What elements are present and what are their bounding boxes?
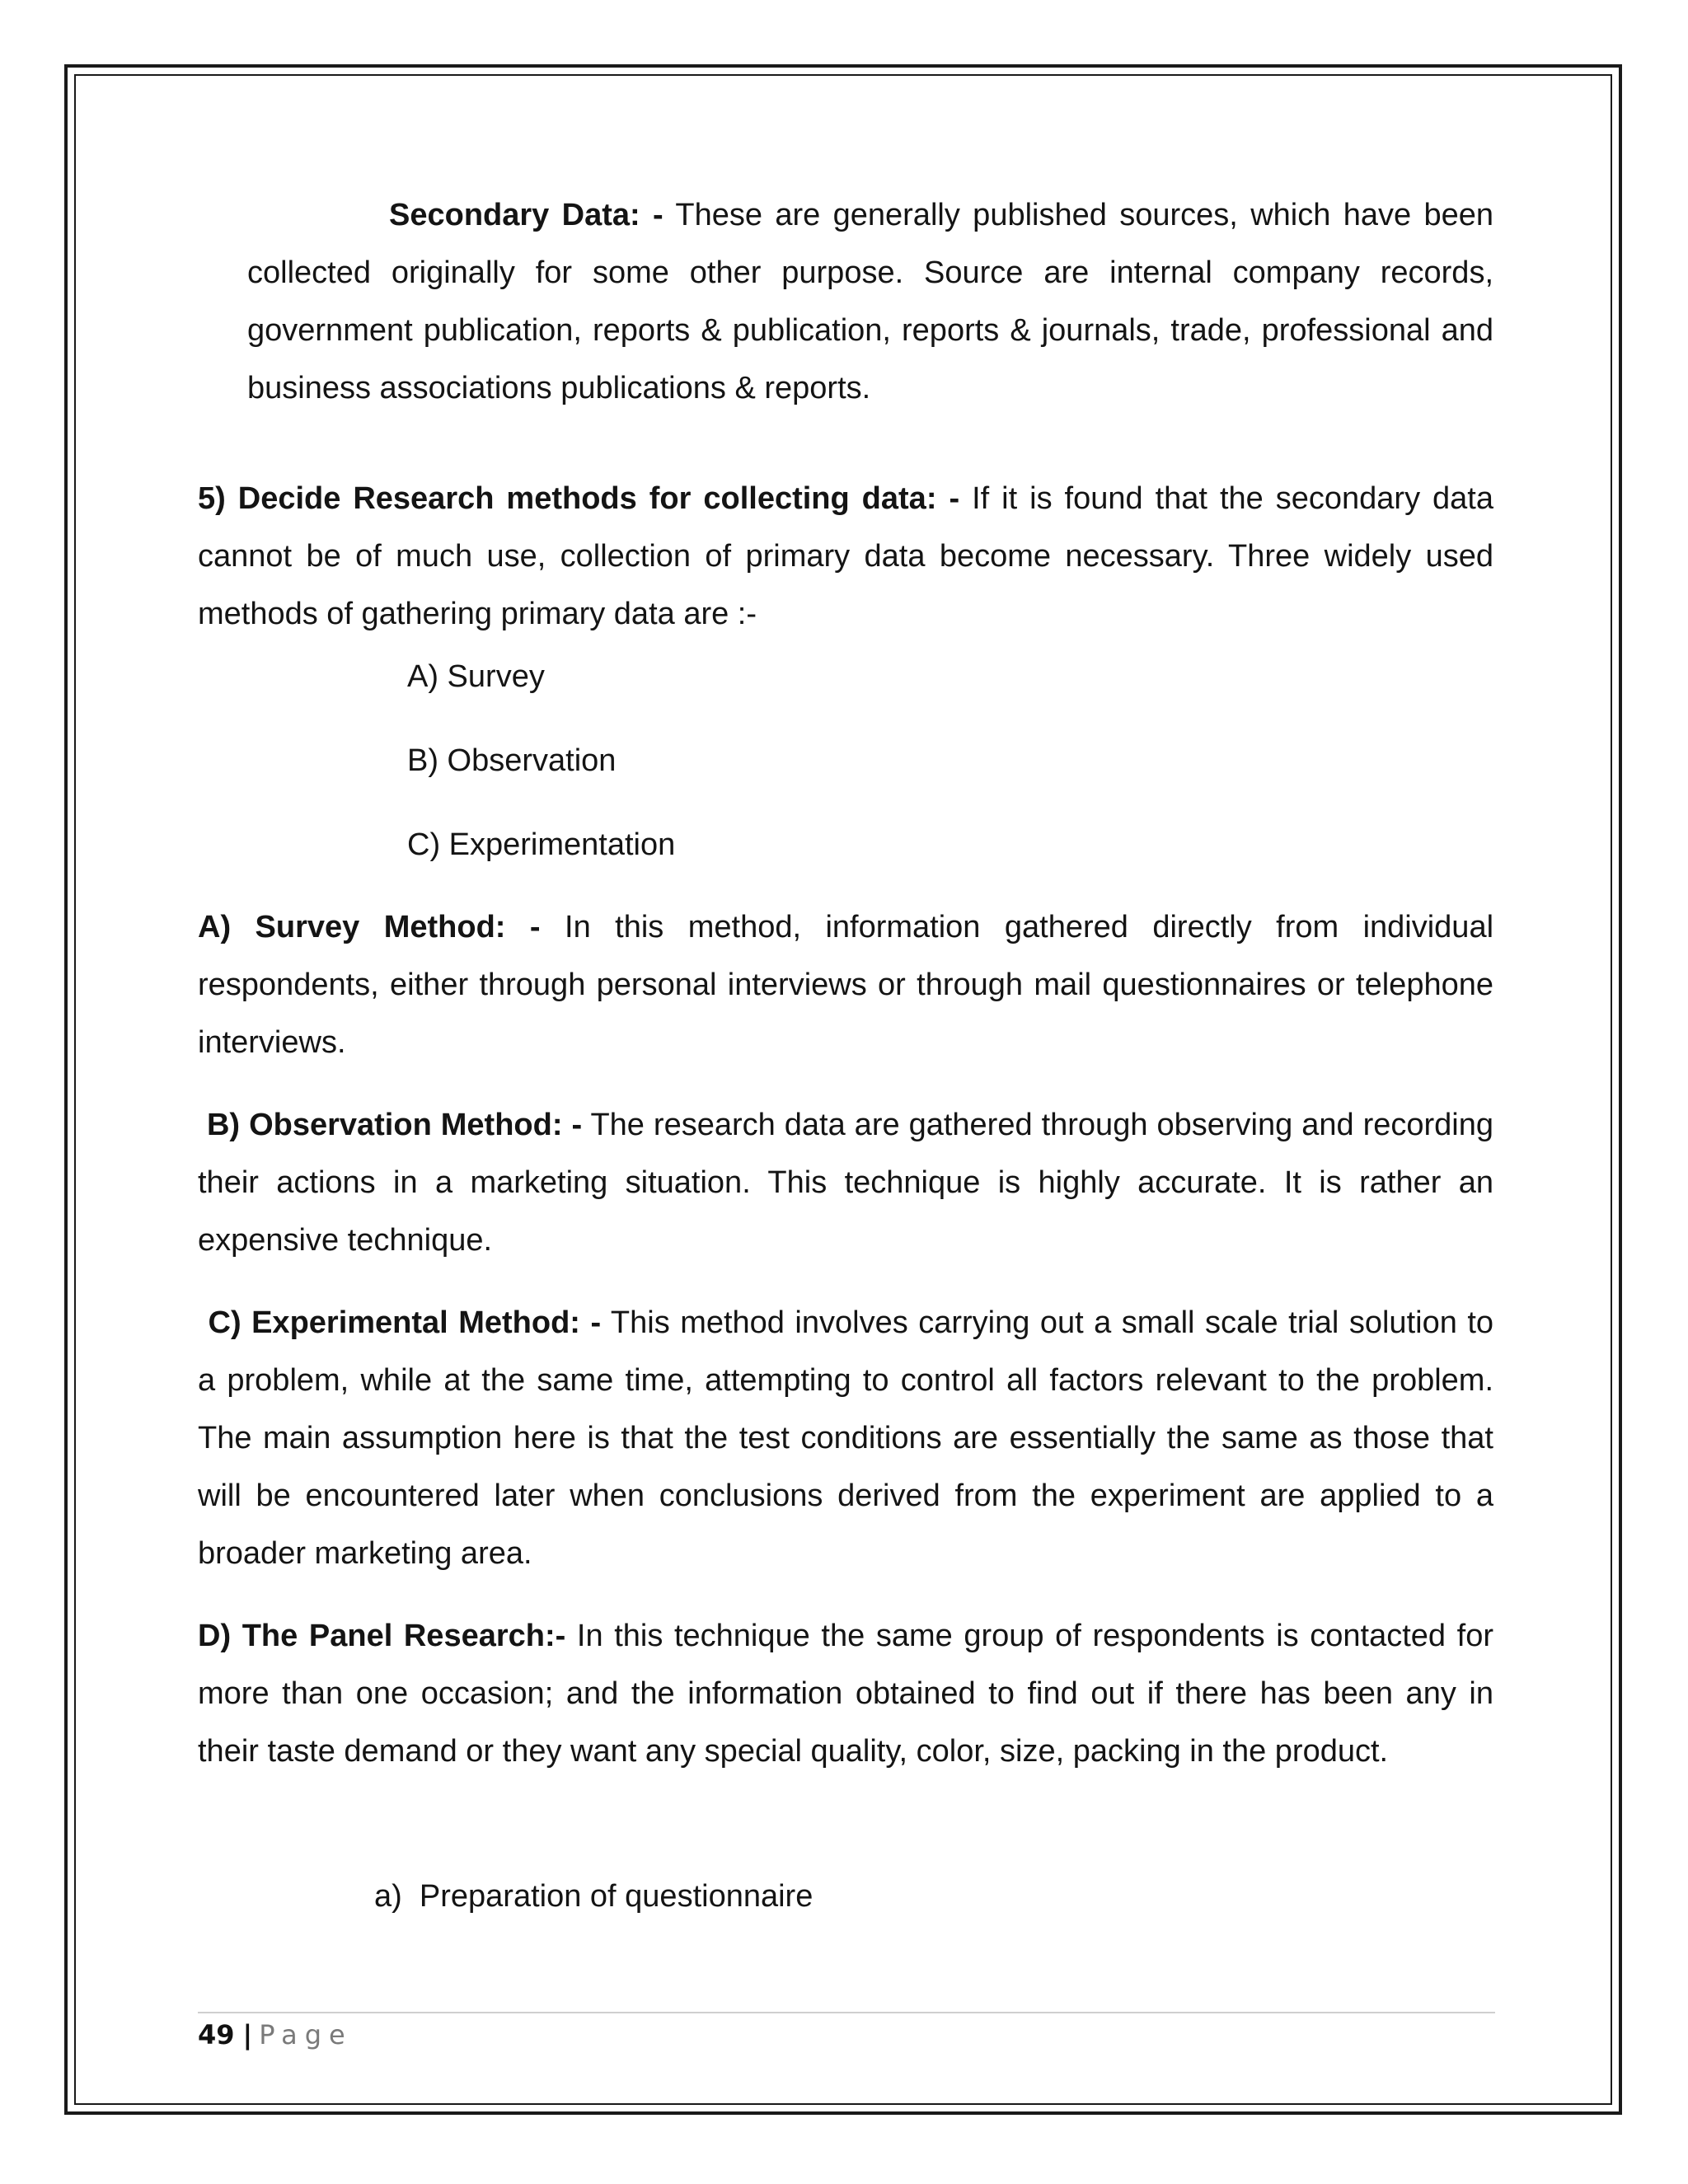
method-item-experimentation: C) Experimentation — [407, 827, 676, 862]
secondary-data-heading: Secondary Data: - — [389, 198, 663, 232]
page-label: Page — [259, 2019, 353, 2050]
observation-method-body: The research data are gathered through observing and recording their actions in a marketing situation. This technique is highly accurate. It is rather an expensive technique. — [198, 1108, 1493, 1258]
page-footer — [198, 2014, 353, 2055]
survey-method-body: In this method, information gathered directly from individual respondents, either through personal interviews or through mail questionnaires or telephone interviews. — [198, 910, 1494, 1060]
observation-method-paragraph — [198, 1096, 1493, 1269]
method-item-survey: A) Survey — [407, 659, 545, 694]
page-number: 49 — [198, 2019, 235, 2050]
method-item-observation: B) Observation — [407, 743, 617, 778]
footer-rule — [198, 2012, 1495, 2013]
experimental-method-paragraph — [198, 1294, 1493, 1582]
secondary-data-paragraph — [247, 186, 1493, 417]
secondary-data-body: These are generally published sources, which have been collected originally for some other purpose. Source are internal company records, government publication, reports & publication, reports & journals, trade, professional and business associations publications & reports. — [247, 198, 1494, 405]
step5-heading: 5) Decide Research methods for collecting data: - — [198, 481, 960, 516]
survey-method-heading: A) Survey Method: - — [198, 910, 541, 944]
panel-research-heading: D) The Panel Research:- — [198, 1619, 566, 1653]
footer-separator: | — [242, 2019, 253, 2050]
experimental-method-body: This method involves carrying out a small scale trial solution to a problem, while at the same time, attempting to control all factors relevant to the problem. The main assumption here is that the test conditions are essentially the same as those that will be encountered later when conclusions derived from the experiment are applied to a broader marketing area. — [198, 1305, 1494, 1571]
experimental-method-heading: C) Experimental Method: - — [208, 1305, 602, 1340]
panel-research-paragraph — [198, 1607, 1493, 1780]
panel-research-body: In this technique the same group of respondents is contacted for more than one occasion; and the information obtained to find out if there has been any in their taste demand or they want any special quality, color, size, packing in the product. — [198, 1619, 1493, 1769]
step5-body: If it is found that the secondary data cannot be of much use, collection of primary data become necessary. Three widely used methods of gathering primary data are :- — [198, 481, 1493, 631]
survey-method-paragraph — [198, 898, 1493, 1071]
observation-method-heading: B) Observation Method: - — [206, 1108, 583, 1142]
step5-paragraph — [198, 470, 1493, 643]
questionnaire-sub-item: a) Preparation of questionnaire — [374, 1879, 814, 1914]
